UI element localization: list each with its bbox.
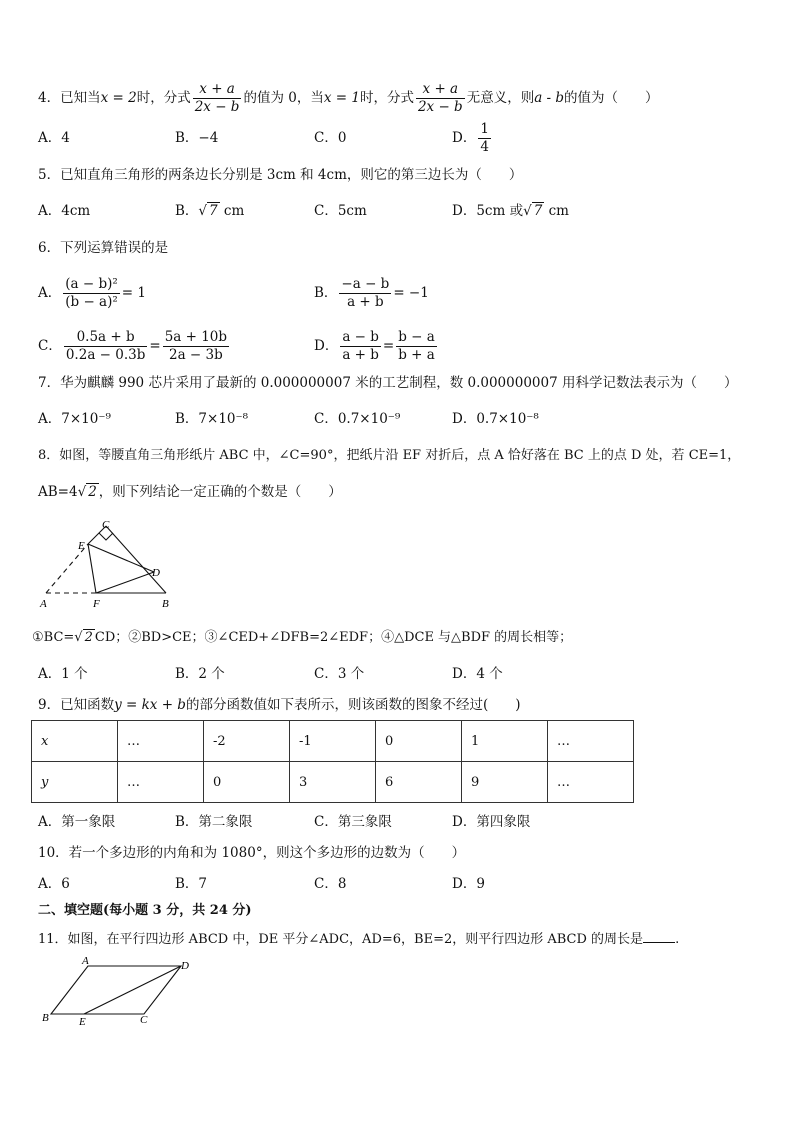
q5-option-c: C．5cm (314, 203, 367, 219)
q7-option-d: D．0.7×10⁻⁸ (452, 411, 539, 427)
q4-fraction-2: $\frac{x + a}{2x - b}$ (417, 81, 463, 115)
q7-stem: 7．华为麒麟 990 芯片采用了最新的 0.000000007 米的工艺制程，数 0.000000007 用科学记数法表示为（ ） (38, 375, 738, 391)
q6-option-b: B． $\frac{-a - b}{a + b}$ = −1 (314, 276, 429, 310)
q7-option-a: A．7×10⁻⁹ (38, 411, 111, 427)
q9-option-a: A．第一象限 (38, 814, 116, 830)
q6-stem: 6．下列运算错误的是 (38, 240, 169, 256)
label-c: C (102, 519, 110, 531)
sqrt-icon: √ 2 (74, 630, 93, 645)
q4-option-a: A．4 (38, 130, 70, 146)
q6-option-a: A． $\frac{\text{(a − b)²}}{\text{(b − a)²}}$ = 1 (38, 276, 146, 310)
label-a: A (82, 955, 89, 967)
q11-stem: 11．如图，在平行四边形 ABCD 中，DE 平分∠ADC，AD=6，BE=2，则平行四边形 ABCD 的周长是 . (38, 928, 679, 949)
q5-option-d: D．5cm 或√ 7 cm (452, 203, 569, 219)
q9-option-b: B．第二象限 (175, 814, 253, 830)
table-row (32, 721, 634, 762)
label-b: B (162, 598, 169, 610)
segment-cb (106, 526, 166, 593)
q8-stem-line1: 8．如图，等腰直角三角形纸片 ABC 中，∠C=90°，把纸片沿 EF 对折后，点 A 恰好落在 BC 上的点 D 处，若 CE=1， (38, 448, 741, 463)
q4-option-c: C．0 (314, 130, 347, 146)
table-cell: -1 (290, 721, 376, 762)
q5-option-b: B．√ 7 cm (175, 203, 245, 219)
parallelogram-abcd (51, 966, 181, 1014)
q4-option-b: B．−4 (175, 130, 219, 146)
table-cell: … (118, 762, 204, 803)
q8-figure (36, 518, 181, 613)
q10-option-c: C．8 (314, 876, 347, 892)
table-cell: x (32, 721, 118, 762)
q8-option-b: B．2 个 (175, 666, 225, 682)
q7-option-b: B．7×10⁻⁸ (175, 411, 249, 427)
q4-fraction-1: $\frac{x + a}{2x - b}$ (194, 81, 240, 115)
q6-option-d: D． $\frac{a - b}{a + b}$ = $\frac{b - a}{b + a}$ (314, 329, 435, 363)
table-cell: … (548, 721, 634, 762)
segment-fd (96, 572, 154, 593)
table-cell: 0 (204, 762, 290, 803)
label-f: F (93, 598, 100, 610)
q9-option-c: C．第三象限 (314, 814, 392, 830)
answer-blank[interactable] (643, 928, 675, 943)
sqrt-icon: √ 7 (198, 203, 218, 219)
q4-stem: 4．已知当x = 2时，分式 $\frac{x + a}{2x - b}$ 的值为 0，当x = 1时，分式 $\frac{x + a}{2x - b}$ 无意义，则a - b的值为（ ） (38, 81, 659, 115)
q8-stem-line2: AB=4√ 2 ，则下列结论一定正确的个数是（ ） (38, 484, 342, 500)
q9-option-d: D．第四象限 (452, 814, 531, 830)
q5-stem: 5．已知直角三角形的两条边长分别是 3cm 和 4cm，则它的第三边长为（ ） (38, 167, 523, 183)
right-angle-icon (99, 533, 113, 540)
table-cell: 1 (462, 721, 548, 762)
q4-option-d-fraction: $\frac{1}{4}$ (480, 121, 489, 155)
table-cell: 0 (376, 721, 462, 762)
q10-stem: 10．若一个多边形的内角和为 1080°，则这个多边形的边数为（ ） (38, 845, 466, 861)
q5-option-a: A．4cm (38, 203, 91, 219)
table-row (32, 762, 634, 803)
q8-option-c: C．3 个 (314, 666, 365, 682)
sqrt-icon: √ 7 (523, 203, 543, 219)
q10-option-b: B．7 (175, 876, 208, 892)
segment-de (84, 966, 181, 1014)
label-d: D (181, 960, 189, 972)
label-e: E (78, 540, 85, 552)
q9-stem: 9．已知函数y = kx + b的部分函数值如下表所示，则该函数的图象不经过( ) (38, 697, 521, 713)
label-b: B (42, 1012, 49, 1024)
q10-option-d: D．9 (452, 876, 485, 892)
q11-figure (36, 955, 196, 1027)
sqrt-icon: √ 2 (77, 484, 97, 500)
q7-option-c: C．0.7×10⁻⁹ (314, 411, 401, 427)
label-e: E (79, 1016, 86, 1027)
table-cell: 3 (290, 762, 376, 803)
table-cell: 6 (376, 762, 462, 803)
table-cell: y (32, 762, 118, 803)
q8-option-d: D．4 个 (452, 666, 503, 682)
q8-option-a: A．1 个 (38, 666, 88, 682)
table-cell: … (118, 721, 204, 762)
table-cell: -2 (204, 721, 290, 762)
q6-option-c: C． $\frac{0.5a + b}{0.2a - 0.3b}$ = $\frac{5a + 10b}{2a - 3b}$ (38, 329, 228, 363)
label-a: A (40, 598, 47, 610)
q9-value-table (31, 720, 634, 803)
q4-number: 4． (38, 90, 61, 106)
table-cell: 9 (462, 762, 548, 803)
section-title: 二、填空题(每小题 3 分，共 24 分) (38, 903, 252, 918)
q4-option-d: D． $\frac{1}{4}$ (452, 121, 489, 155)
q10-option-a: A．6 (38, 876, 70, 892)
q8-claims: ①BC=√ 2 CD；②BD>CE；③∠CED+∠DFB=2∠EDF；④△DCE 与△BDF 的周长相等； (32, 630, 573, 645)
segment-ef (88, 544, 96, 593)
segment-ed (88, 544, 154, 572)
label-d: D (152, 567, 160, 579)
label-c: C (140, 1014, 148, 1026)
table-cell: … (548, 762, 634, 803)
